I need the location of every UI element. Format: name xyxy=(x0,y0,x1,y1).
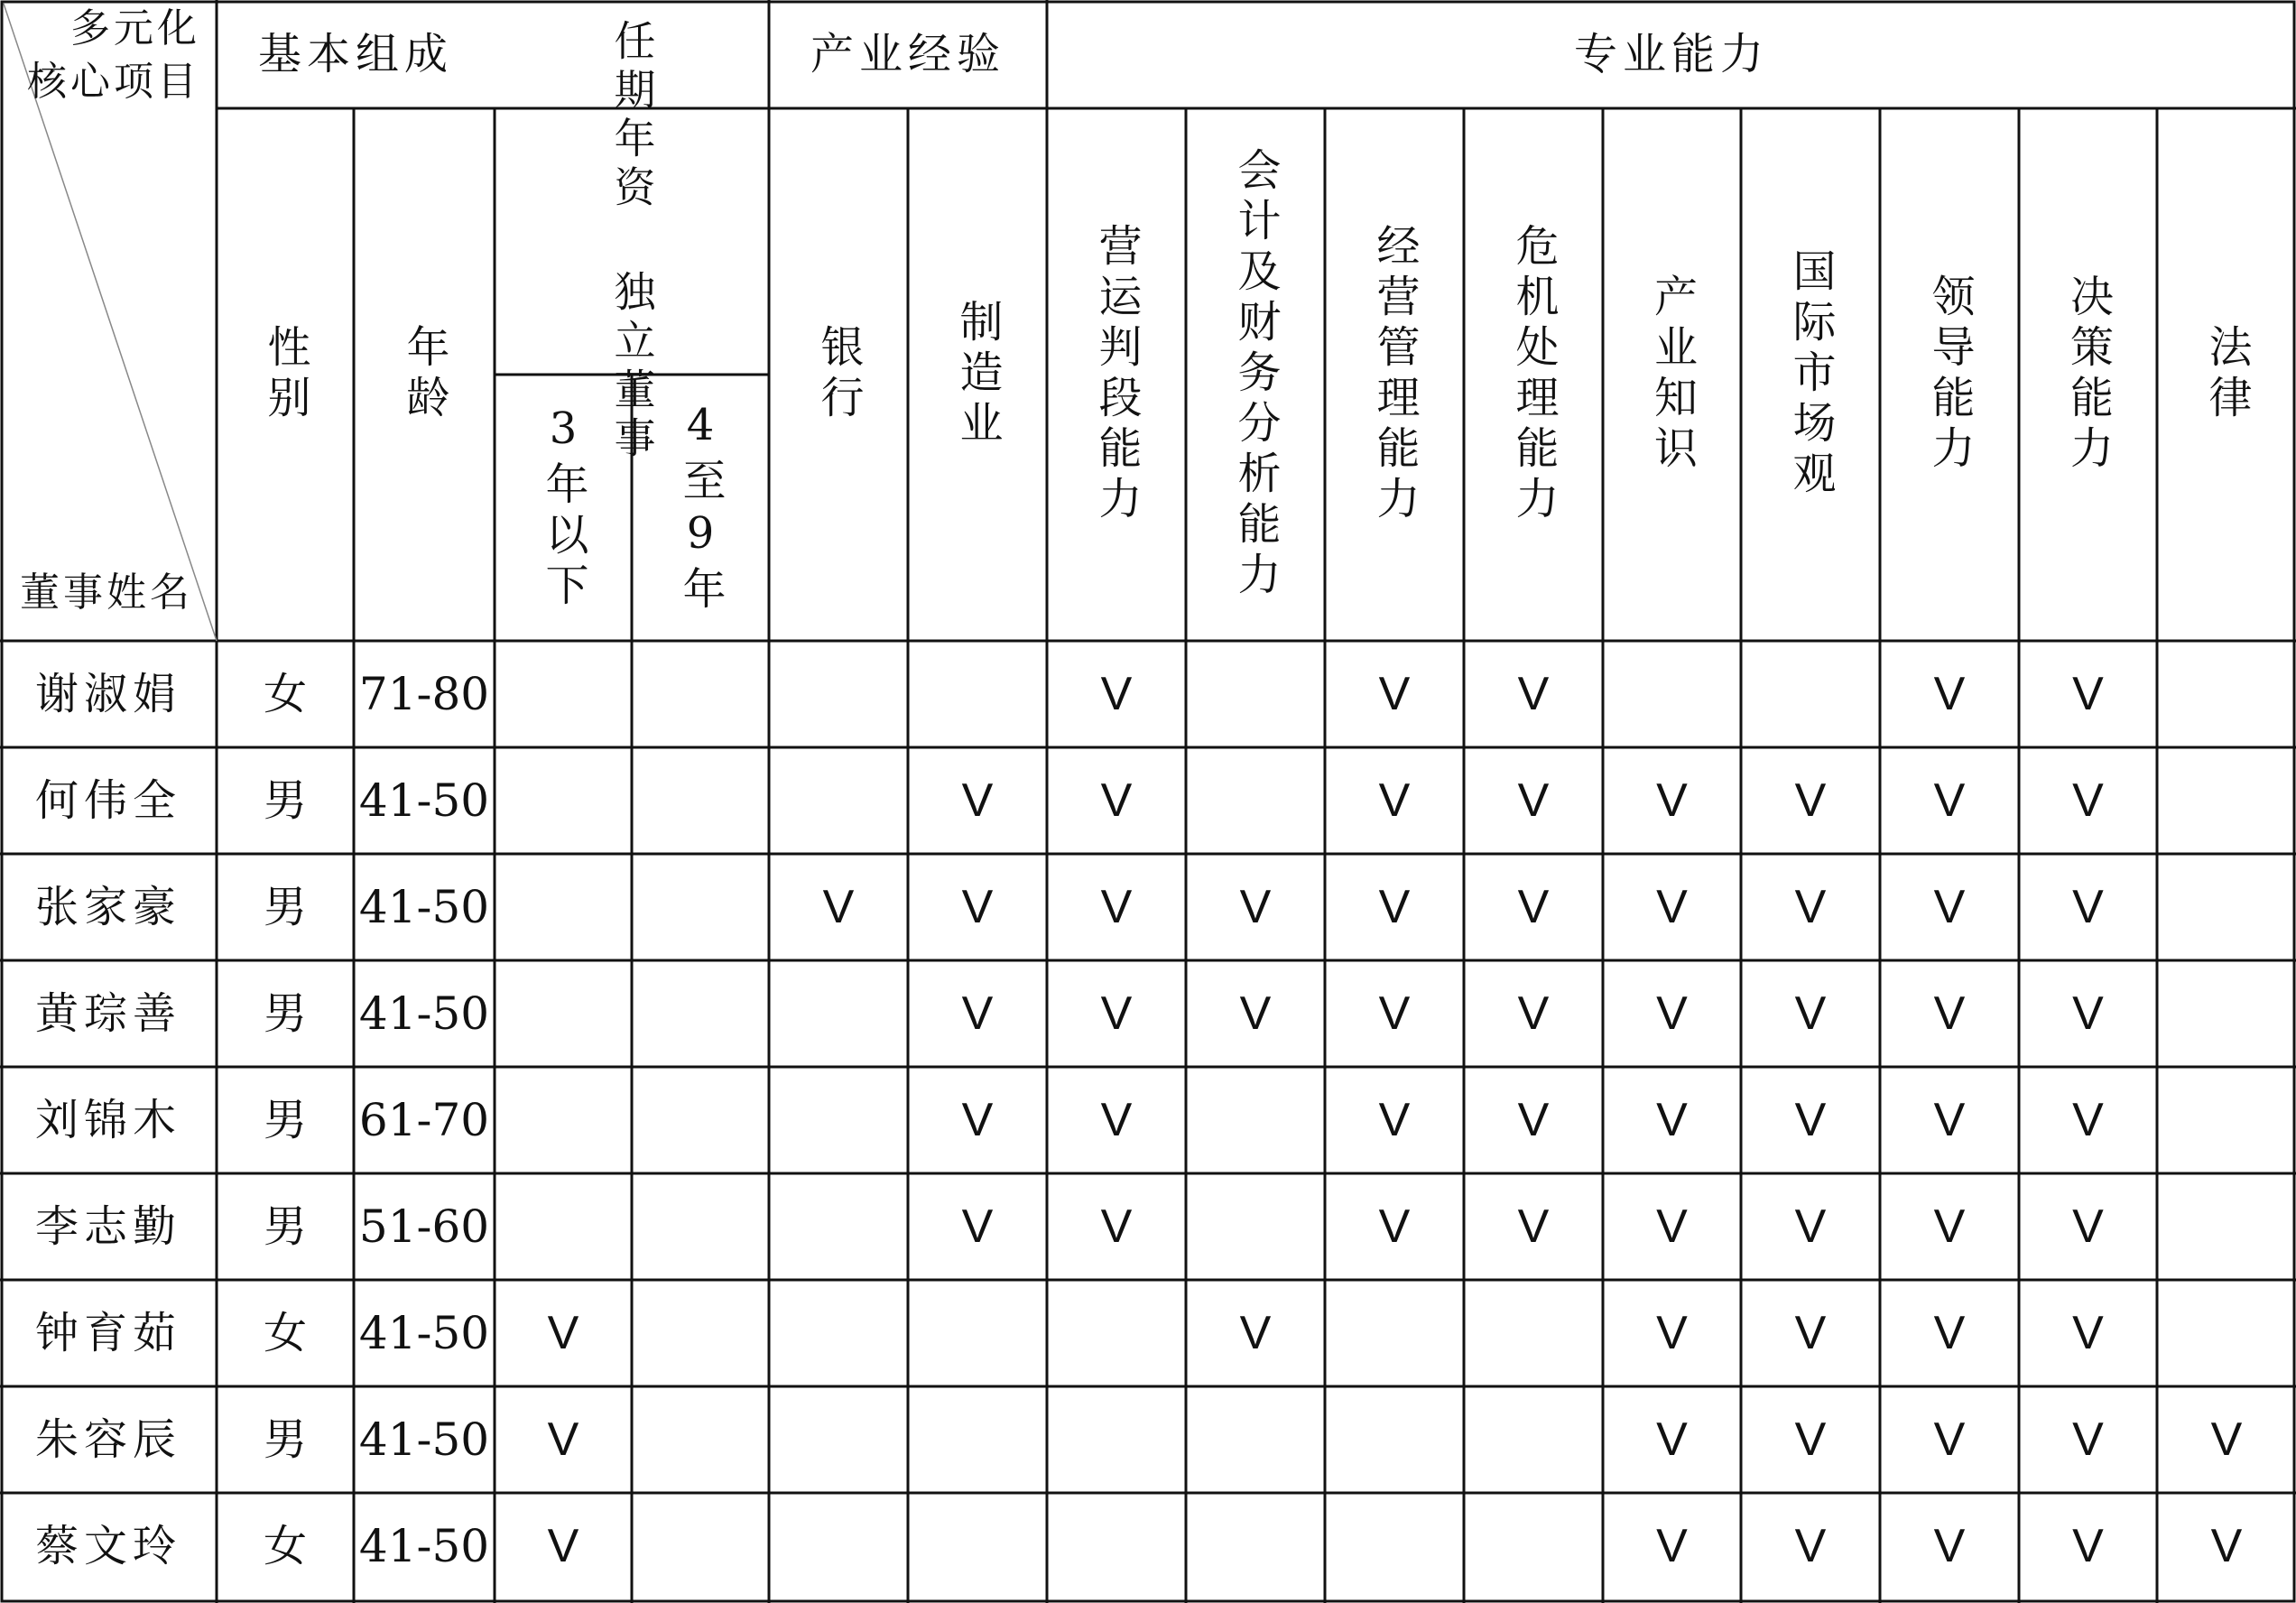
mark-cell-crisis xyxy=(1464,1493,1603,1599)
mark-cell-international: V xyxy=(1794,987,1827,1040)
age-cell: 41-50 xyxy=(358,881,490,933)
mark-cell-tenure-a xyxy=(495,747,632,854)
col-industry-knowledge-header xyxy=(1603,108,1741,641)
mark-cell-bank xyxy=(769,1280,908,1386)
director-name: 李志勤 xyxy=(34,1201,181,1252)
mark-cell-tenure-b xyxy=(632,747,769,854)
mark-cell-crisis: V xyxy=(1517,774,1550,827)
mark-cell-decision: V xyxy=(2072,774,2104,827)
col-operations-header xyxy=(1047,108,1186,641)
col-industry-knowledge-label: 产业知识 xyxy=(1646,273,1698,476)
mark-cell-manufacturing: V xyxy=(961,1094,994,1146)
col-gender-header xyxy=(217,108,354,641)
corner-line-2: 核心项目 xyxy=(27,59,200,106)
group-professional: 专业能力 xyxy=(1573,29,1769,79)
mark-cell-leadership: V xyxy=(1933,1307,1966,1359)
gender-cell: 男 xyxy=(263,988,307,1039)
col-accounting-header xyxy=(1186,108,1325,641)
mark-cell-leadership: V xyxy=(1933,881,1966,933)
age-cell: 41-50 xyxy=(358,987,490,1040)
mark-cell-tenure-a xyxy=(495,854,632,960)
mark-cell-bank xyxy=(769,1173,908,1280)
gender-cell: 男 xyxy=(263,775,307,826)
mark-cell-leadership: V xyxy=(1933,1200,1966,1253)
gender-cell: 男 xyxy=(263,1095,307,1145)
mark-cell-tenure-b xyxy=(632,641,769,747)
mark-cell-law xyxy=(2157,854,2296,960)
mark-cell-international: V xyxy=(1794,1413,1827,1466)
col-bank-label: 银行 xyxy=(813,324,864,425)
mark-cell-manufacturing: V xyxy=(961,881,994,933)
col-international-label: 国际市场观 xyxy=(1785,248,1836,501)
col-management-label: 经营管理能力 xyxy=(1369,223,1420,526)
mark-cell-manufacturing: V xyxy=(961,1200,994,1253)
gender-cell: 男 xyxy=(263,1201,307,1252)
mark-cell-industry-knowledge: V xyxy=(1656,1413,1688,1466)
mark-cell-law xyxy=(2157,1280,2296,1386)
director-name: 朱容辰 xyxy=(34,1414,181,1465)
mark-cell-accounting xyxy=(1186,747,1325,854)
mark-cell-law xyxy=(2157,1067,2296,1173)
age-cell: 41-50 xyxy=(358,1520,490,1572)
col-law-label: 法律 xyxy=(2201,324,2252,425)
director-name: 何伟全 xyxy=(34,775,181,826)
mark-cell-law: V xyxy=(2210,1520,2243,1572)
col-international-header xyxy=(1741,108,1880,641)
mark-cell-manufacturing xyxy=(908,1386,1047,1493)
age-cell: 41-50 xyxy=(358,1307,490,1359)
mark-cell-manufacturing: V xyxy=(961,774,994,827)
group-basic: 基本组成 xyxy=(257,29,453,79)
mark-cell-leadership: V xyxy=(1933,774,1966,827)
mark-cell-management: V xyxy=(1378,1094,1411,1146)
mark-cell-industry-knowledge: V xyxy=(1656,1520,1688,1572)
director-name: 张家豪 xyxy=(34,882,181,932)
col-tenure-b-header xyxy=(632,375,769,641)
mark-cell-crisis: V xyxy=(1517,987,1550,1040)
director-name: 黄琮善 xyxy=(34,988,181,1039)
mark-cell-decision: V xyxy=(2072,1307,2104,1359)
mark-cell-crisis xyxy=(1464,1386,1603,1493)
age-cell: 41-50 xyxy=(358,1413,490,1466)
mark-cell-bank xyxy=(769,1493,908,1599)
col-bank-header xyxy=(769,108,908,641)
col-leadership-label: 领导能力 xyxy=(1924,273,1975,476)
mark-cell-tenure-a xyxy=(495,641,632,747)
mark-cell-crisis xyxy=(1464,1280,1603,1386)
col-tenure-a-label: 3年以下 xyxy=(538,403,588,613)
col-tenure-b-label: 4至9年 xyxy=(675,399,726,616)
mark-cell-bank xyxy=(769,1067,908,1173)
col-gender-label: 性别 xyxy=(260,324,310,425)
mark-cell-international xyxy=(1741,641,1880,747)
mark-cell-tenure-b xyxy=(632,854,769,960)
mark-cell-industry-knowledge xyxy=(1603,641,1741,747)
mark-cell-tenure-a: V xyxy=(547,1413,579,1466)
director-name: 谢淑娟 xyxy=(34,669,181,719)
mark-cell-international: V xyxy=(1794,1520,1827,1572)
mark-cell-industry-knowledge: V xyxy=(1656,881,1688,933)
mark-cell-leadership: V xyxy=(1933,668,1966,720)
mark-cell-operations xyxy=(1047,1493,1186,1599)
mark-cell-tenure-a xyxy=(495,1173,632,1280)
mark-cell-decision: V xyxy=(2072,1200,2104,1253)
mark-cell-tenure-a xyxy=(495,960,632,1067)
age-cell: 51-60 xyxy=(358,1200,490,1253)
mark-cell-law: V xyxy=(2210,1413,2243,1466)
mark-cell-leadership: V xyxy=(1933,1094,1966,1146)
col-manufacturing-label: 制造业 xyxy=(952,299,1003,450)
gender-cell: 男 xyxy=(263,882,307,932)
mark-cell-accounting: V xyxy=(1239,881,1272,933)
age-cell: 41-50 xyxy=(358,774,490,827)
col-law-header xyxy=(2157,108,2296,641)
mark-cell-manufacturing: V xyxy=(961,987,994,1040)
mark-cell-operations xyxy=(1047,1386,1186,1493)
col-age-header xyxy=(354,108,495,641)
director-name: 刘锦木 xyxy=(34,1095,181,1145)
mark-cell-international: V xyxy=(1794,1094,1827,1146)
col-crisis-header xyxy=(1464,108,1603,641)
col-leadership-header xyxy=(1880,108,2019,641)
col-management-header xyxy=(1325,108,1464,641)
mark-cell-international: V xyxy=(1794,881,1827,933)
mark-cell-tenure-b xyxy=(632,1493,769,1599)
mark-cell-accounting xyxy=(1186,1067,1325,1173)
mark-cell-leadership: V xyxy=(1933,1413,1966,1466)
mark-cell-decision: V xyxy=(2072,1094,2104,1146)
mark-cell-management xyxy=(1325,1386,1464,1493)
mark-cell-crisis: V xyxy=(1517,668,1550,720)
mark-cell-operations: V xyxy=(1100,774,1133,827)
mark-cell-crisis: V xyxy=(1517,881,1550,933)
col-operations-label: 营运判段能力 xyxy=(1091,223,1142,526)
mark-cell-accounting xyxy=(1186,1493,1325,1599)
mark-cell-industry-knowledge: V xyxy=(1656,1094,1688,1146)
mark-cell-bank: V xyxy=(822,881,855,933)
mark-cell-accounting: V xyxy=(1239,1307,1272,1359)
mark-cell-bank xyxy=(769,641,908,747)
mark-cell-operations xyxy=(1047,1280,1186,1386)
col-manufacturing-header xyxy=(908,108,1047,641)
age-cell: 61-70 xyxy=(358,1094,490,1146)
mark-cell-industry-knowledge: V xyxy=(1656,1307,1688,1359)
mark-cell-industry-knowledge: V xyxy=(1656,987,1688,1040)
mark-cell-bank xyxy=(769,747,908,854)
mark-cell-industry-knowledge: V xyxy=(1656,1200,1688,1253)
mark-cell-international: V xyxy=(1794,774,1827,827)
col-crisis-label: 危机处理能力 xyxy=(1508,223,1559,526)
gender-cell: 男 xyxy=(263,1414,307,1465)
age-cell: 71-80 xyxy=(358,668,490,720)
mark-cell-operations: V xyxy=(1100,1200,1133,1253)
mark-cell-tenure-b xyxy=(632,960,769,1067)
mark-cell-management: V xyxy=(1378,668,1411,720)
mark-cell-operations: V xyxy=(1100,1094,1133,1146)
mark-cell-law xyxy=(2157,641,2296,747)
director-name: 蔡文玲 xyxy=(34,1521,181,1571)
mark-cell-decision: V xyxy=(2072,1413,2104,1466)
mark-cell-operations: V xyxy=(1100,668,1133,720)
mark-cell-decision: V xyxy=(2072,1520,2104,1572)
col-tenure-group-header xyxy=(495,18,769,465)
gender-cell: 女 xyxy=(263,1308,307,1358)
mark-cell-operations: V xyxy=(1100,987,1133,1040)
mark-cell-bank xyxy=(769,960,908,1067)
mark-cell-decision: V xyxy=(2072,668,2104,720)
director-name: 钟育茹 xyxy=(34,1308,181,1358)
mark-cell-bank xyxy=(769,1386,908,1493)
mark-cell-decision: V xyxy=(2072,881,2104,933)
mark-cell-management xyxy=(1325,1280,1464,1386)
mark-cell-management: V xyxy=(1378,1200,1411,1253)
gender-cell: 女 xyxy=(263,669,307,719)
mark-cell-tenure-a: V xyxy=(547,1520,579,1572)
corner-header-names: 董事姓名 xyxy=(20,570,193,616)
mark-cell-operations: V xyxy=(1100,881,1133,933)
mark-cell-tenure-a: V xyxy=(547,1307,579,1359)
mark-cell-management: V xyxy=(1378,774,1411,827)
col-accounting-label: 会计及财务分析能力 xyxy=(1230,147,1281,602)
mark-cell-law xyxy=(2157,960,2296,1067)
mark-cell-tenure-a xyxy=(495,1067,632,1173)
mark-cell-decision: V xyxy=(2072,987,2104,1040)
col-tenure-group-label: 任期年资 独立董事 xyxy=(607,18,657,465)
mark-cell-manufacturing xyxy=(908,641,1047,747)
mark-cell-manufacturing xyxy=(908,1493,1047,1599)
mark-cell-leadership: V xyxy=(1933,1520,1966,1572)
mark-cell-international: V xyxy=(1794,1200,1827,1253)
mark-cell-tenure-b xyxy=(632,1173,769,1280)
col-tenure-a-header xyxy=(495,375,632,641)
corner-line-1: 多元化 xyxy=(70,5,200,51)
mark-cell-accounting xyxy=(1186,641,1325,747)
col-decision-header xyxy=(2019,108,2157,641)
mark-cell-manufacturing xyxy=(908,1280,1047,1386)
col-decision-label: 决策能力 xyxy=(2062,273,2114,476)
mark-cell-crisis: V xyxy=(1517,1094,1550,1146)
mark-cell-law xyxy=(2157,747,2296,854)
mark-cell-accounting xyxy=(1186,1173,1325,1280)
group-industry: 产业经验 xyxy=(810,29,1005,79)
mark-cell-international: V xyxy=(1794,1307,1827,1359)
mark-cell-leadership: V xyxy=(1933,987,1966,1040)
mark-cell-law xyxy=(2157,1173,2296,1280)
mark-cell-management xyxy=(1325,1493,1464,1599)
gender-cell: 女 xyxy=(263,1521,307,1571)
mark-cell-tenure-b xyxy=(632,1280,769,1386)
mark-cell-accounting: V xyxy=(1239,987,1272,1040)
mark-cell-management: V xyxy=(1378,987,1411,1040)
corner-header-items xyxy=(27,2,200,109)
col-age-label: 年龄 xyxy=(399,324,449,425)
mark-cell-industry-knowledge: V xyxy=(1656,774,1688,827)
mark-cell-management: V xyxy=(1378,881,1411,933)
mark-cell-crisis: V xyxy=(1517,1200,1550,1253)
mark-cell-accounting xyxy=(1186,1386,1325,1493)
mark-cell-tenure-b xyxy=(632,1067,769,1173)
mark-cell-tenure-b xyxy=(632,1386,769,1493)
